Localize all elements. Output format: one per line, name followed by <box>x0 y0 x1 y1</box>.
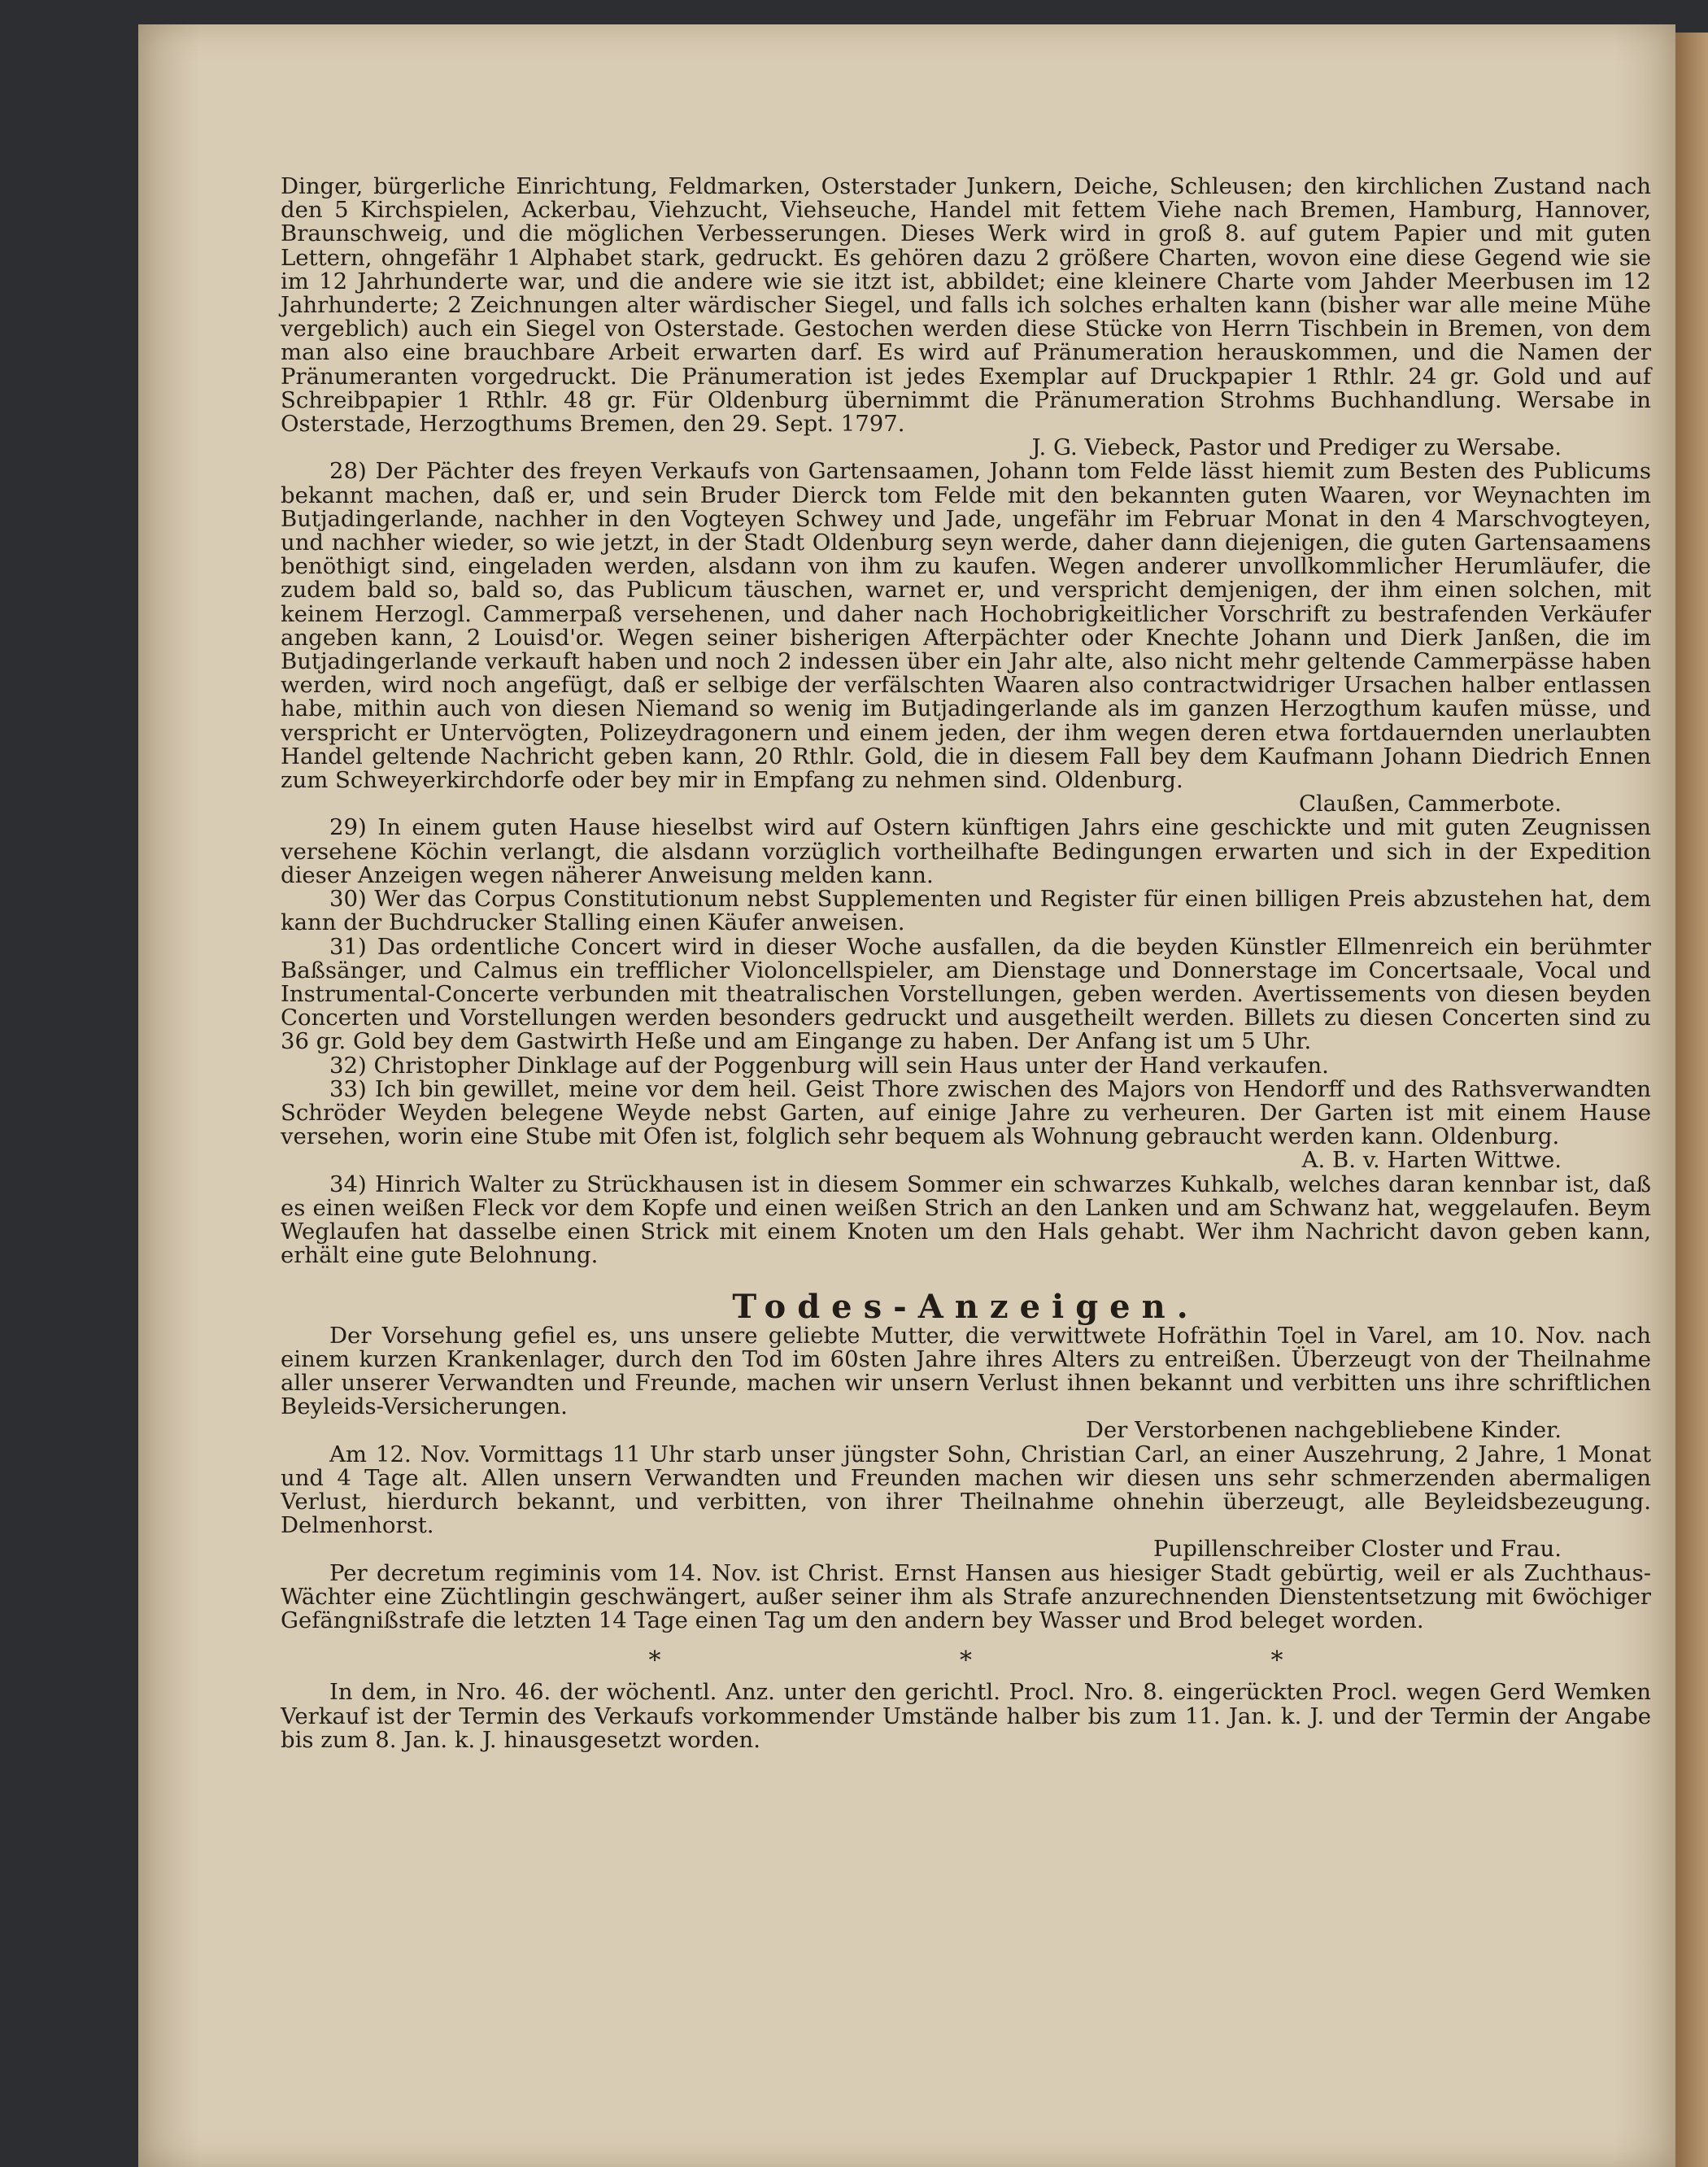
decree-notice: Per decretum regiminis vom 14. Nov. ist Christ. Ernst Hansen aus hiesiger Stadt gebürtig, weil er als Zuchthaus-Wächter eine Züchtlingin geschwängert, außer seiner ihm als Strafe anzurechnenden Dienstentsetzung mit 6wöchiger Gefängnißstrafe die letzten 14 Tage einen Tag um den andern bey Wasser und Brod beleget worden. <box>281 1559 1651 1633</box>
notice-34: 34) Hinrich Walter zu Strückhausen ist in diesem Sommer ein schwarzes Kuhkalb, welches daran kennbar ist, daß es einen weißen Fleck vor dem Kopfe und einen weißen Strich an den Lanken und am Schwanz hat, weggelaufen. Beym Weglaufen hat dasselbe einen Strick mit einem Knoten um den Hals gehabt. Wer ihm Nachricht davon geben kann, erhält eine gute Belohnung. <box>281 1171 1651 1269</box>
signature: Pupillenschreiber Closter und Frau. <box>1153 1536 1562 1563</box>
article-continuation: Dinger, bürgerliche Einrichtung, Feldmarken, Osterstader Junkern, Deiche, Schleusen; den kirchlichen Zustand nach den 5 Kirchspielen, Ackerbau, Viehzucht, Viehseuche, Handel mit fettem Viehe nach Bremen, Hamburg, Hannover, Braunschweig, und die möglichen Verbesserungen. Dieses Werk wird in groß 8. auf gutem Papier und mit guten Lettern, ohngefähr 1 Alphabet stark, gedruckt. Es gehören dazu 2 größere Charten, wovon eine diese Gegend wie sie im 12 Jahrhunderte war, und die andere wie sie itzt ist, abbildet; eine kleinere Charte vom Jahder Meerbusen im 12 Jahrhunderte; 2 Zeichnungen alter wärdischer Siegel, und falls ich solches erhalten kann (bisher war alle meine Mühe vergeblich) auch ein Siegel von Osterstade. Gestochen werden diese Stücke von Herrn Tischbein in Bremen, von dem man also eine brauchbare Arbeit erwarten darf. Es wird auf Pränumeration herauskommen, und die Namen der Pränumeranten vorgedruckt. Die Pränumeration ist jedes Exemplar auf Druckpapier 1 Rthlr. 24 gr. Gold und auf Schreibpapier 1 Rthlr. 48 gr. Für Oldenburg übernimmt die Pränumeration Strohms Buchhandlung. Wersabe in Osterstade, Herzogthums Bremen, den 29. Sept. 1797. <box>281 173 1651 438</box>
correction-notice: In dem, in Nro. 46. der wöchentl. Anz. unter den gerichtl. Procl. Nro. 8. eingerückten Procl. wegen Gerd Wemken Verkauf ist der Termin des Verkaufs vorkommender Umstände halber bis zum 11. Jan. k. J. und der Termin der Angabe bis zum 8. Jan. k. J. hinausgesetzt worden. <box>281 1679 1651 1753</box>
signature: A. B. v. Harten Wittwe. <box>1301 1147 1562 1174</box>
separator-star: * <box>960 1646 972 1676</box>
notice-28: 28) Der Pächter des freyen Verkaufs von Gartensaamen, Johann tom Felde lässt hiemit zum Besten des Publicums bekannt machen, daß er, und sein Bruder Dierck tom Felde mit den bekannten guten Waaren, vor Weynachten im Butjadingerlande, nachher in den Vogteyen Schwey und Jade, ungefähr im Februar Monat in den 4 Marschvogteyen, und nachher wieder, so wie jetzt, in der Stadt Oldenburg seyn werde, daher dann diejenigen, die guten Gartensaamens benöthigt sind, eingeladen werden, alsdann von ihm zu kaufen. Wegen anderer unvollkommlicher Herumläufer, die zudem bald so, bald so, das Publicum täuschen, warnet er, und verspricht demjenigen, der ihm einen solchen, mit keinem Herzogl. Cammerpaß versehenen, und daher nach Hochobrigkeitlicher Vorschrift zu bestrafenden Verkäufer angeben kann, 2 Louisd'or. Wegen seiner bisherigen Afterpächter oder Knechte Johann und Dierk Janßen, die im Butjadingerlande verkauft haben und noch 2 indessen über ein Jahr alte, also nicht mehr geltende Cammerpässe haben werden, wird noch angefügt, daß er selbige der verfälschten Waaren also contractwidriger Ursachen halber entlassen habe, mithin auch von diesen Niemand so wenig im Butjadingerlande als im ganzen Herzogthum kaufen müsse, und verspricht er Untervögten, Polizeydragonern und einem jeden, der ihm wegen deren etwa fortdauernden unerlaubten Handel geltende Nachricht geben kann, 20 Rthlr. Gold, die in diesem Fall bey dem Kaufmann Johann Diedrich Ennen zum Schweyerkirchdorfe oder bey mir in Empfang zu nehmen sind. Oldenburg. <box>281 458 1651 794</box>
notice-29: 29) In einem guten Hause hieselbst wird auf Ostern künftigen Jahrs eine geschickte und mit guten Zeugnissen versehene Köchin verlangt, die alsdann vorzüglich vortheilhafte Bedingungen erwarten und sich in der Expedition dieser Anzeigen wegen näherer Anweisung melden kann. <box>281 814 1651 888</box>
separator-star: * <box>648 1646 661 1676</box>
signature: J. G. Viebeck, Pastor und Prediger zu Wersabe. <box>1031 434 1562 461</box>
section-heading: Todes-Anzeigen. <box>732 1288 1200 1327</box>
page-edge <box>1675 33 1708 2167</box>
page-text <box>281 175 1651 1752</box>
signature: Claußen, Cammerbote. <box>1298 791 1562 818</box>
death-notice-2: Am 12. Nov. Vormittags 11 Uhr starb unser jüngster Sohn, Christian Carl, an einer Auszehrung, 2 Jahre, 1 Monat und 4 Tage alt. Allen unsern Verwandten und Freunden machen wir diesen uns sehr schmerzenden abermaligen Verlust, hierdurch bekannt, und verbitten, von ihrer Theilnahme ohnehin überzeugt, alle Beyleidsbezeugung. Delmenhorst. <box>281 1441 1651 1539</box>
notice-30: 30) Wer das Corpus Constitutionum nebst Supplementen und Register für einen billigen Preis abzustehen hat, dem kann der Buchdrucker Stalling einen Käufer anweisen. <box>281 886 1651 936</box>
separator-star: * <box>1270 1646 1283 1676</box>
notice-33: 33) Ich bin gewillet, meine vor dem heil. Geist Thore zwischen des Majors von Hendorff und des Rathsverwandten Schröder Weyden belegene Weyde nebst Garten, auf einige Jahre zu verheuren. Der Garten ist mit einem Hause versehen, worin eine Stube mit Ofen ist, folglich sehr bequem als Wohnung gebraucht werden kann. Oldenburg. <box>281 1075 1651 1150</box>
separator <box>648 1646 1283 1676</box>
notice-32: 32) Christopher Dinklage auf der Poggenburg will sein Haus unter der Hand verkaufen. <box>329 1052 1329 1079</box>
death-notice-1: Der Vorsehung gefiel es, uns unsere geliebte Mutter, die verwittwete Hofräthin Toel in Varel, am 10. Nov. nach einem kurzen Krankenlager, durch den Tod im 60sten Jahre ihres Alters zu entreißen. Überzeugt von der Theilnahme aller unserer Verwandten und Freunde, machen wir unsern Verlust ihnen bekannt und verbitten uns ihre schriftlichen Beyleids-Versicherungen. <box>281 1322 1651 1420</box>
notice-31: 31) Das ordentliche Concert wird in dieser Woche ausfallen, da die beyden Künstler Ellmenreich ein berühmter Baßsänger, und Calmus ein trefflicher Violoncellspieler, am Dienstage und Donnerstage im Concertsaale, Vocal und Instrumental-Concerte verbunden mit theatralischen Vorstellungen, geben werden. Avertissements von diesen beyden Concerten und Vorstellungen werden besonders gedruckt und ausgetheilt werden. Billets zu diesen Concerten sind zu 36 gr. Gold bey dem Gastwirth Heße und am Eingange zu haben. Der Anfang ist um 5 Uhr. <box>281 933 1651 1055</box>
signature: Der Verstorbenen nachgebliebene Kinder. <box>1085 1417 1562 1444</box>
